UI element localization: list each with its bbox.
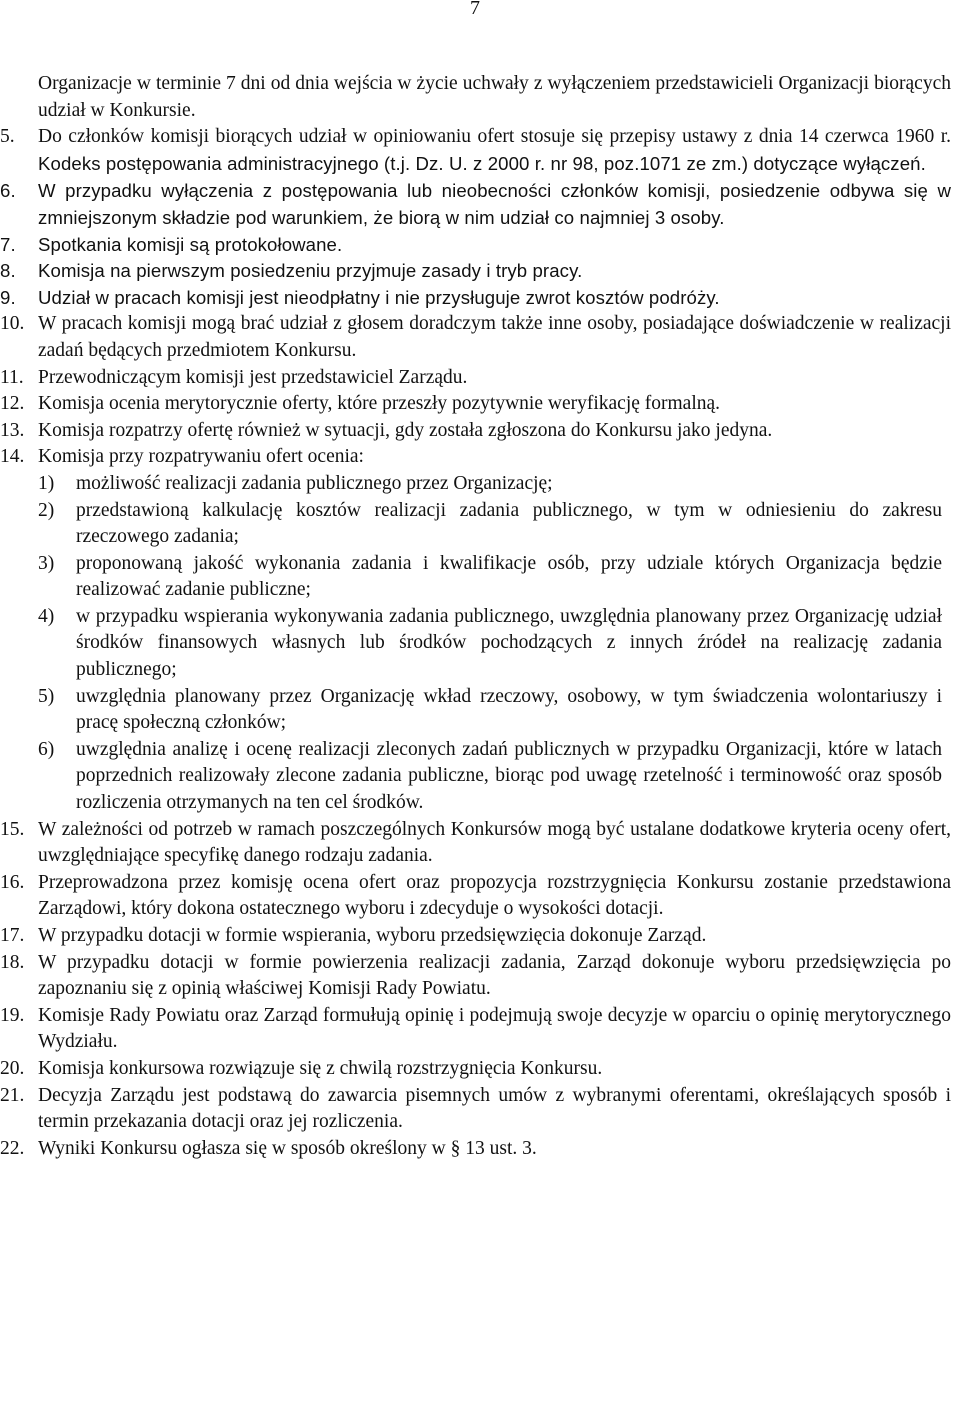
list-item-8: [0, 258, 960, 285]
continuation-text: Organizacje w terminie 7 dni od dnia wejścia w życie uchwały z wyłączeniem przedstawicieli Organizacji biorących udział w Konkursie.: [38, 73, 951, 121]
item-number: 12.: [0, 393, 25, 415]
list-item-6: [0, 178, 960, 231]
list-item-7: [0, 232, 960, 259]
item-text: Komisja rozpatrzy ofertę również w sytuacji, gdy została zgłoszona do Konkursu jako jedyna.: [38, 419, 773, 441]
item-text: Komisja przy rozpatrywaniu ofert ocenia:: [38, 446, 364, 468]
item-number: 6.: [0, 180, 16, 202]
sub-list: [38, 471, 951, 817]
sub-item-text: przedstawioną kalkulację kosztów realizacji zadania publicznego, w tym w odniesieniu do zakresu rzeczowego zadania;: [76, 499, 942, 548]
item-number: 11.: [0, 366, 24, 388]
item-number: 20.: [0, 1057, 25, 1079]
sub-item-3: [38, 551, 951, 604]
item-number: 14.: [0, 446, 25, 468]
sub-item-6: [38, 737, 951, 817]
sub-item-number: 6): [38, 738, 55, 760]
item-number: 18.: [0, 951, 25, 973]
sub-item-text: możliwość realizacji zadania publicznego przez Organizację;: [76, 472, 553, 494]
sub-item-number: 4): [38, 605, 55, 627]
item-text: W pracach komisji mogą brać udział z głosem doradczym także inne osoby, posiadające doświadczenie w realizacji zadań będących przedmiotem Konkursu.: [38, 313, 951, 361]
sub-item-5: [38, 684, 951, 737]
sub-item-2: [38, 498, 951, 551]
item-text-sans: Kodeks postępowania administracyjnego (t.j. Dz. U. z 2000 r. nr 98, poz.1071 ze zm.) dotyczące wyłączeń.: [38, 152, 926, 174]
list-item-20: [0, 1056, 960, 1083]
item-number: 9.: [0, 286, 16, 308]
item-text: W przypadku wyłączenia z postępowania lub nieobecności członków komisji, posiedzenie odbywa się w zmniejszonym składzie pod warunkiem, że biorą w nim udział co najmniej 3 osoby.: [38, 180, 951, 228]
item-text: W przypadku dotacji w formie powierzenia realizacji zadania, Zarząd dokonuje wyboru przedsięwzięcia po zapoznaniu się z opinią właściwej Komisji Rady Powiatu.: [38, 951, 951, 1000]
item-number: 17.: [0, 925, 25, 946]
list-item-11: [0, 365, 960, 392]
item-text: Udział w pracach komisji jest nieodpłatny i nie przysługuje zwrot kosztów podróży.: [38, 286, 720, 308]
item-text: W przypadku dotacji w formie wspierania, wyboru przedsięwzięcia dokonuje Zarząd.: [38, 925, 707, 946]
sub-item-number: 5): [38, 685, 55, 707]
item-text: W zależności od potrzeb w ramach poszczególnych Konkursów mogą być ustalane dodatkowe kryteria oceny ofert, uwzględniające specyfikę danego rodzaju zadania.: [38, 818, 951, 867]
item-text: Komisja na pierwszym posiedzeniu przyjmuje zasady i tryb pracy.: [38, 260, 583, 282]
continuation-paragraph: [0, 71, 960, 124]
item-text: Komisja ocenia merytorycznie oferty, które przeszły pozytywnie weryfikację formalną.: [38, 393, 721, 415]
item-number: 7.: [0, 233, 16, 255]
item-number: 13.: [0, 419, 25, 441]
sub-item-number: 1): [38, 472, 55, 494]
item-text: Przewodniczącym komisji jest przedstawiciel Zarządu.: [38, 366, 468, 388]
sub-item-text: uwzględnia planowany przez Organizację wkład rzeczowy, osobowy, w tym świadczenia wolontariuszy i pracę społeczną członków;: [76, 685, 942, 734]
item-number: 21.: [0, 1084, 25, 1106]
list-item-13: [0, 418, 960, 445]
sub-item-1: [38, 471, 951, 498]
list-item-12: [0, 391, 960, 418]
sub-item-number: 2): [38, 499, 55, 521]
item-text: Spotkania komisji są protokołowane.: [38, 233, 343, 255]
item-number: 15.: [0, 818, 25, 840]
sub-item-4: [38, 604, 951, 684]
item-number: 19.: [0, 1004, 25, 1026]
item-number: 22.: [0, 1137, 25, 1159]
item-text: Komisje Rady Powiatu oraz Zarząd formułują opinię i podejmują swoje decyzje w oparciu o opinię merytorycznego Wydziału.: [38, 1004, 951, 1053]
page-number: 7: [470, 0, 480, 19]
item-number: 10.: [0, 313, 25, 335]
item-text: Komisja konkursowa rozwiązuje się z chwilą rozstrzygnięcia Konkursu.: [38, 1057, 603, 1079]
item-number: 16.: [0, 871, 25, 893]
list-item-17: [0, 923, 960, 950]
sub-item-number: 3): [38, 552, 55, 574]
list-item-16: [0, 870, 960, 923]
list-item-21: [0, 1083, 960, 1136]
sub-item-text: w przypadku wspierania wykonywania zadania publicznego, uwzględnia planowany przez Organizację udział środków finansowych własnych lub środków pochodzących z innych źródeł na realizację zadania publicznego;: [76, 605, 942, 681]
item-text: Przeprowadzona przez komisję ocena ofert oraz propozycja rozstrzygnięcia Konkursu zostanie przedstawiona Zarządowi, który dokona ostatecznego wyboru i zdecyduje o wysokości dotacji.: [38, 871, 951, 920]
list-item-5: [0, 124, 960, 178]
list-item-22: [0, 1136, 960, 1163]
list-item-18: [0, 950, 960, 1003]
list-item-9: [0, 285, 960, 312]
list-item-19: [0, 1003, 960, 1056]
list-item-15: [0, 817, 960, 870]
item-text: Do członków komisji biorących udział w opiniowaniu ofert stosuje się przepisy ustawy z dnia 14 czerwca 1960 r.: [38, 126, 951, 148]
list-item-14: [0, 444, 960, 816]
document-body: [0, 71, 960, 1162]
item-number: 8.: [0, 260, 16, 282]
list-item-10: [0, 311, 960, 364]
sub-item-text: proponowaną jakość wykonania zadania i kwalifikacje osób, przy udziale których Organizacja będzie realizować zadanie publiczne;: [76, 552, 942, 601]
item-text: Decyzja Zarządu jest podstawą do zawarcia pisemnych umów z wybranymi oferentami, określających sposób i termin przekazania dotacji oraz jej rozliczenia.: [38, 1084, 951, 1133]
sub-item-text: uwzględnia analizę i ocenę realizacji zleconych zadań publicznych w przypadku Organizacji, które w latach poprzednich realizowały zlecone zadania publiczne, biorąc pod uwagę rzetelność i terminowość oraz sposób rozliczenia otrzymanych na ten cel środków.: [76, 738, 942, 814]
item-number: 5.: [0, 126, 15, 148]
item-text: Wyniki Konkursu ogłasza się w sposób określony w § 13 ust. 3.: [38, 1137, 537, 1159]
